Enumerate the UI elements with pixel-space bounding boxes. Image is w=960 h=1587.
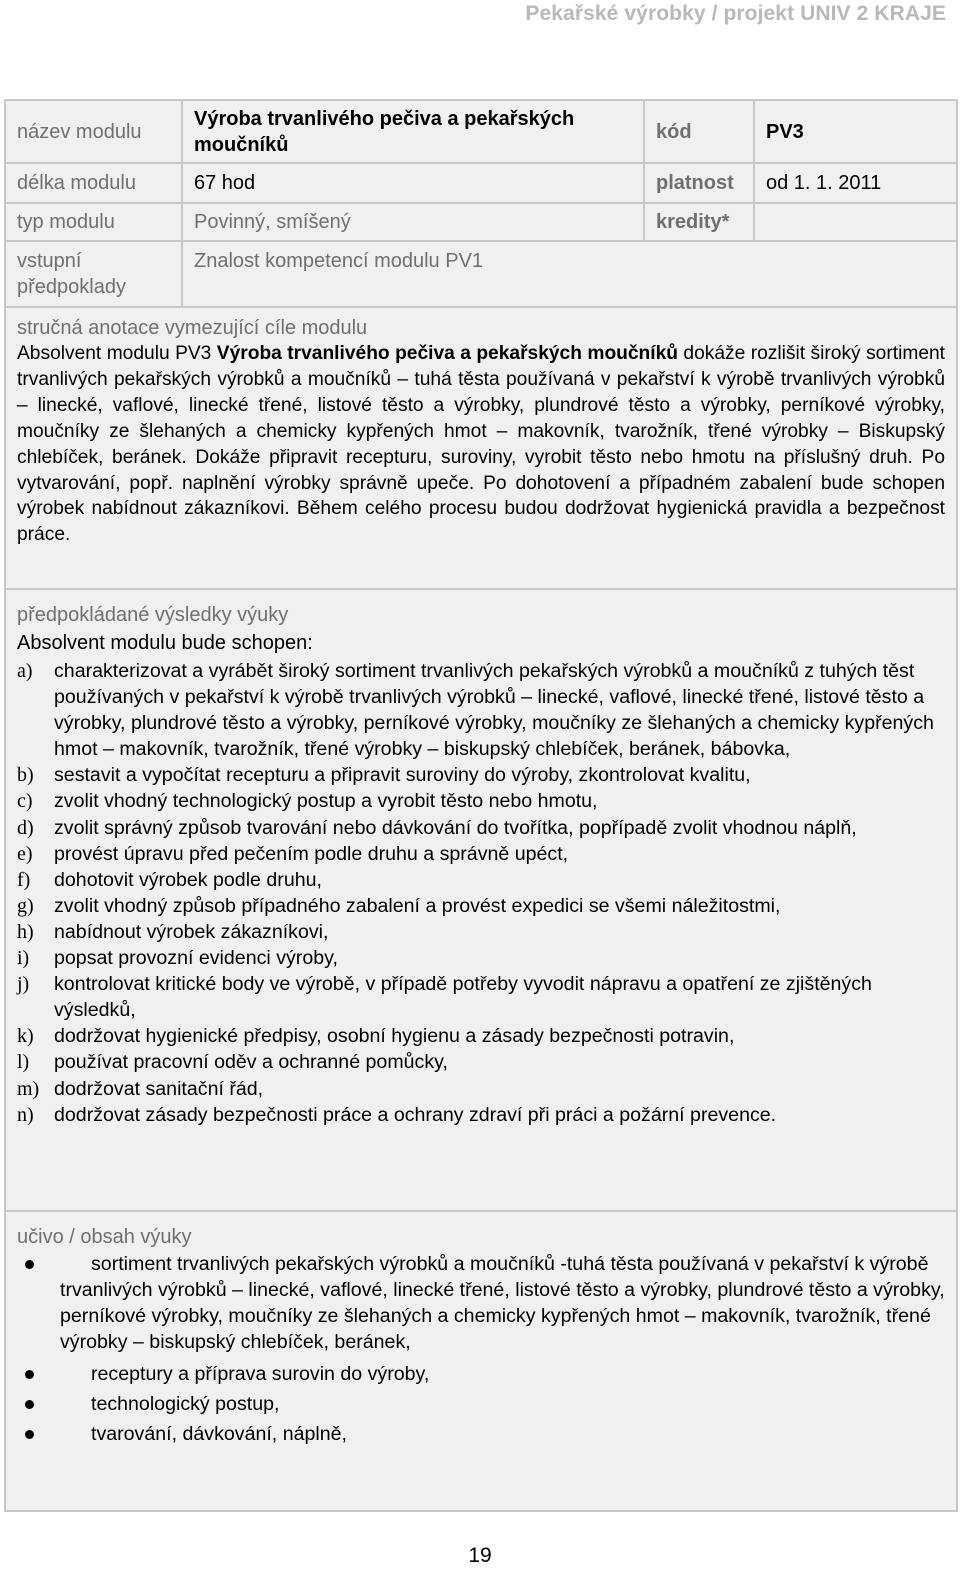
content-item: [17, 1419, 945, 1449]
result-item-marker: e): [17, 842, 33, 865]
module-type-label: typ modulu: [5, 203, 182, 241]
content-item-text: receptury a příprava surovin do výroby,: [91, 1363, 430, 1386]
module-type-value: Povinný, smíšený: [182, 203, 644, 241]
module-length-value: 67 hod: [182, 163, 644, 203]
annotation-rest: dokáže rozlišit široký sortiment trvanlivých pekařských výrobků a moučníků – tuhá těsta používaná v pekařství k výrobě trvanlivých výrobků – linecké, vaflové, linecké třené, listové těsto a výrobky, plundrové těsto a výrobky, perníkové výrobky, moučníky ze šlehaných a chemicky kypřených hmot – makovník, tvarožník, třené výrobky – Biskupský chlebíček, beránek. Dokáže připravit recepturu, suroviny, vyrobit těsto nebo hmotu na příslušný druh. Po vytvarování, popř. naplnění výrobky správně upeče. Po dohotovení a případném zabalení bude schopen výrobek nabídnout zákazníkovi. Během celého procesu budou dodržovat hygienická pravidla a bezpečnost práce.: [17, 343, 945, 546]
content-title: učivo / obsah výuky: [17, 1226, 192, 1248]
result-item-text: zvolit vhodný technologický postup a vyrobit těsto nebo hmotu,: [54, 790, 598, 813]
result-item: [17, 893, 945, 919]
module-length-label: délka modulu: [5, 163, 182, 203]
annotation-section: [5, 307, 957, 589]
result-item: [17, 658, 945, 762]
result-item: [17, 1102, 945, 1128]
content-section: [5, 1211, 957, 1511]
content-row: [5, 1211, 957, 1511]
module-validity-label: platnost: [644, 163, 754, 203]
result-item-marker: g): [17, 894, 34, 917]
result-item-marker: l): [17, 1051, 30, 1074]
result-item: [17, 841, 945, 867]
result-item-marker: h): [17, 920, 34, 943]
result-item: [17, 971, 945, 1023]
result-item-text: používat pracovní oděv a ochranné pomůcky,: [54, 1051, 448, 1074]
result-item-text: dodržovat hygienické předpisy, osobní hygienu a zásady bezpečnosti potravin,: [54, 1025, 735, 1048]
content-item: [17, 1389, 945, 1419]
page-number: 19: [468, 1544, 492, 1567]
result-item-text: zvolit vhodný způsob případného zabalení a provést expedici se všemi náležitostmi,: [54, 894, 781, 917]
results-title: předpokládané výsledky výuky: [17, 604, 289, 626]
result-item-text: provést úpravu před pečením podle druhu a správně upéct,: [54, 842, 569, 865]
results-section: [5, 589, 957, 1211]
module-table: [4, 99, 958, 1512]
result-item-marker: b): [17, 764, 34, 787]
result-item-text: zvolit správný způsob tvarování nebo dávkování do tvořítka, popřípadě zvolit vhodnou náplň,: [54, 816, 857, 839]
results-row: [5, 589, 957, 1211]
module-prereq-value: Znalost kompetencí modulu PV1: [182, 241, 957, 307]
result-item-marker: n): [17, 1103, 34, 1126]
content-item: [17, 1359, 945, 1389]
module-type-row: [5, 203, 957, 241]
result-item: [17, 945, 945, 971]
result-item-text: popsat provozní evidenci výroby,: [54, 947, 338, 970]
result-item-text: dodržovat zásady bezpečnosti práce a ochrany zdraví při práci a požární prevence.: [54, 1103, 777, 1126]
results-list: [17, 658, 945, 1128]
result-item: [17, 1023, 945, 1049]
result-item-text: sestavit a vypočítat recepturu a připravit suroviny do výroby, zkontrolovat kvalitu,: [54, 764, 751, 787]
module-name-row: [5, 100, 957, 163]
result-item: [17, 762, 945, 788]
content-item-text: sortiment trvanlivých pekařských výrobků a moučníků -tuhá těsta používaná v pekařství k výrobě trvanlivých výrobků – linecké, vaflové, linecké třené, listové těsto a výrobky, plundrové těsto a výrobky, perníkové výrobky, moučníky ze šlehaných a chemicky kypřených hmot – makovník, tvarožník, třené výrobky – biskupský chlebíček, beránek,: [60, 1253, 945, 1354]
result-item-marker: c): [17, 790, 33, 813]
result-item: [17, 919, 945, 945]
content-item-text: technologický postup,: [91, 1393, 280, 1416]
result-item-marker: m): [17, 1077, 40, 1100]
module-name-label: název modulu: [5, 100, 182, 163]
module-length-row: [5, 163, 957, 203]
result-item: [17, 1076, 945, 1102]
page-header-title: Pekařské výrobky / projekt UNIV 2 KRAJE: [525, 2, 946, 25]
result-item-marker: j): [17, 973, 30, 996]
module-prereq-label: vstupní předpoklady: [5, 241, 182, 307]
result-item-marker: f): [17, 868, 31, 891]
result-item-text: nabídnout výrobek zákazníkovi,: [54, 920, 329, 943]
module-code-value: PV3: [754, 100, 957, 163]
annotation-title: stručná anotace vymezující cíle modulu: [17, 317, 368, 339]
annotation-row: [5, 307, 957, 589]
result-item-marker: a): [17, 660, 33, 682]
result-item: [17, 815, 945, 841]
result-item: [17, 867, 945, 893]
content-list: [17, 1251, 945, 1449]
result-item-text: kontrolovat kritické body ve výrobě, v případě potřeby vyvodit nápravu a opatření ze zjištěných výsledků,: [54, 973, 872, 1022]
module-prereq-row: [5, 241, 957, 307]
result-item-text: dohotovit výrobek podle druhu,: [54, 868, 322, 891]
module-credits-label: kredity*: [644, 203, 754, 241]
result-item: [17, 1049, 945, 1075]
content-item: [17, 1251, 945, 1355]
result-item: [17, 788, 945, 814]
module-name-value: Výroba trvanlivého pečiva a pekařských moučníků: [182, 100, 644, 163]
results-intro: Absolvent modulu bude schopen:: [17, 632, 313, 654]
module-validity-value: od 1. 1. 2011: [754, 163, 957, 203]
result-item-marker: d): [17, 816, 34, 839]
annotation-intro: Absolvent modulu PV3: [17, 343, 217, 364]
result-item-text: dodržovat sanitační řád,: [54, 1077, 264, 1100]
bullet-icon: [25, 1260, 34, 1269]
content-item-text: tvarování, dávkování, náplně,: [91, 1423, 347, 1446]
module-code-label: kód: [644, 100, 754, 163]
annotation-text: [17, 341, 945, 548]
annotation-module-name: Výroba trvanlivého pečiva a pekařských moučníků: [216, 343, 678, 364]
result-item-marker: k): [17, 1025, 34, 1048]
result-item-marker: i): [17, 947, 30, 970]
result-item-text: charakterizovat a vyrábět široký sortiment trvanlivých pekařských výrobků a moučníků z tuhých těst používaných v pekařství k výrobě trvanlivých výrobků – linecké, vaflové, linecké třené, listové těsto a výrobky, plundrové těsto a výrobky, perníkové výrobky, moučníky ze šlehaných a chemicky kypřených hmot – makovník, tvarožník, třené výrobky – biskupský chlebíček, beránek, bábovka,: [54, 660, 934, 761]
module-credits-value: [754, 203, 957, 241]
